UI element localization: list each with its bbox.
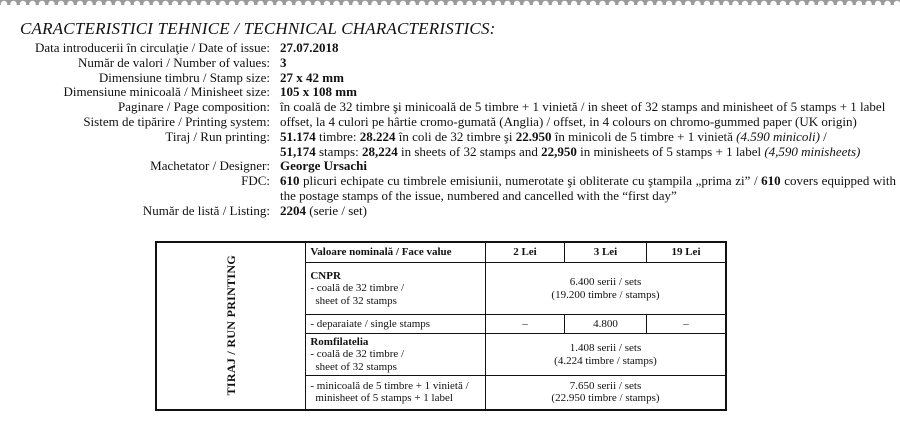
spec-row-minisheet-size [0,85,900,100]
perforation-hole [314,1,320,7]
header-2-lei: 2 Lei [485,242,564,263]
row-desc-line: - minicoală de 5 timbre + 1 vinietă / [310,379,469,392]
perforation-hole [409,1,415,7]
row-description [306,376,486,410]
perforation-hole [599,1,605,7]
perforation-hole [628,1,634,7]
spec-label: Dimensiune minicoală / Minisheet size: [63,84,270,100]
text-fragment: / [819,128,827,144]
perforation-hole [846,1,852,7]
run-printing-line-ro [280,130,896,145]
sets-value: 7.650 serii / sets [569,379,642,392]
perforation-hole [476,1,482,7]
perforation-hole [371,1,377,7]
page-title: CARACTERISTICI TEHNICE / TECHNICAL CHARACTERISTICS: [20,19,496,38]
spec-row-designer [0,159,900,174]
perforation-hole [428,1,434,7]
perforation-hole [10,1,16,7]
perforation-hole [276,1,282,7]
total-stamps-en: 51,174 [280,143,316,159]
text-fragment: in minisheets of 5 stamps + 1 label [576,143,765,159]
perforation-hole [552,1,558,7]
perforation-hole [191,1,197,7]
spec-label: Dimensiune timbru / Stamp size: [98,69,270,85]
row-desc-line: sheet of 32 stamps [315,294,397,307]
row-description [306,334,486,376]
text-fragment: în minicoli de 5 timbre + 1 vinietă [551,128,737,144]
perforation-hole [865,1,871,7]
perforation-hole [561,1,567,7]
perforation-hole [210,1,216,7]
row-description: - deparaiate / single stamps [306,315,486,334]
perforation-hole [742,1,748,7]
total-stamps-ro: 51.174 [280,128,316,144]
spec-label: Tiraj / Run printing: [165,128,270,144]
perforation-hole [751,1,757,7]
perforation-hole [761,1,767,7]
perforation-hole [105,1,111,7]
perforation-hole [124,1,130,7]
sheet-stamps-ro: 28.224 [359,128,396,144]
perforation-hole [352,1,358,7]
perforation-hole [219,1,225,7]
text-fragment: in sheets of 32 stamps and [397,143,542,159]
perforation-hole [694,1,700,7]
row-desc-line: - coală de 32 timbre / [310,348,405,361]
perforation-hole [609,1,615,7]
perforation-hole [723,1,729,7]
spec-value: în coală de 32 timbre şi minicoală de 5 timbre + 1 vinietă / in sheet of 32 stamps and minisheet of 5 stamps + 1 label [280,99,886,115]
text-fragment: timbre: [315,128,360,144]
perforation-hole [542,1,548,7]
spec-label: FDC: [241,173,270,189]
perforation-hole [134,1,140,7]
perforation-hole [1,1,7,7]
value-19-lei: – [646,315,726,334]
perforation-hole [400,1,406,7]
perforation-hole [875,1,881,7]
perforation-hole [637,1,643,7]
perforation-hole [837,1,843,7]
perforation-hole [485,1,491,7]
perforation-hole [732,1,738,7]
spec-value: George Ursachi [280,158,368,174]
perforation-hole [20,1,26,7]
sets-value: 6.400 serii / sets [569,276,642,289]
perforation-hole [704,1,710,7]
spec-label: Sistem de tipărire / Printing system: [83,113,270,129]
table-side-label-cell [156,242,306,410]
listing-number: 2204 [280,202,306,218]
perforation-hole [381,1,387,7]
perforation-hole [894,1,900,7]
perforation-hole [770,1,776,7]
perforation-hole [457,1,463,7]
perforation-hole [580,1,586,7]
minisheet-stamps-en: 22,950 [541,143,577,159]
perforation-hole [67,1,73,7]
row-merged-value [485,334,726,376]
perforation-hole [58,1,64,7]
stamps-value: (22.950 timbre / stamps) [551,392,660,405]
perforation-hole [523,1,529,7]
perforation-hole [419,1,425,7]
perforation-hole [115,1,121,7]
perforation-hole [618,1,624,7]
perforation-hole [39,1,45,7]
row-group-title: Romfilatelia [310,335,369,348]
spec-value [280,174,896,204]
perforation-hole [295,1,301,7]
spec-label: Număr de listă / Listing: [142,202,270,218]
row-merged-value [485,263,726,315]
spec-row-stamp-size [0,71,900,86]
spec-label: Paginare / Page composition: [117,99,270,115]
perforation-hole [514,1,520,7]
perforation-hole [48,1,54,7]
perforation-hole [675,1,681,7]
perforation-hole [495,1,501,7]
perforation-hole [324,1,330,7]
spec-row-fdc [0,174,900,204]
perforation-hole [143,1,149,7]
spec-value [280,204,896,219]
perforation-hole [181,1,187,7]
sheet-stamps-en: 28,224 [361,143,398,159]
minisheet-stamps-ro: 22.950 [515,128,552,144]
text-fragment: (serie / set) [306,202,368,218]
spec-value: 3 [280,54,287,70]
row-description [306,263,486,315]
perforation-hole [571,1,577,7]
table-side-label: TIRAJ / RUN PRINTING [223,255,238,396]
perforation-hole [305,1,311,7]
perforation-hole [666,1,672,7]
text-fragment: în coli de 32 timbre şi [395,128,516,144]
perforation-hole [77,1,83,7]
perforation-hole [390,1,396,7]
perforation-hole [96,1,102,7]
spec-row-listing [0,204,900,219]
perforation-hole [799,1,805,7]
spec-value: 27 x 42 mm [280,69,344,85]
stamps-value: (4.224 timbre / stamps) [554,354,657,367]
header-3-lei: 3 Lei [564,242,646,263]
perforation-hole [789,1,795,7]
perforation-hole [780,1,786,7]
perforation-hole [656,1,662,7]
perforation-hole [884,1,890,7]
text-fragment: stamps: [315,143,362,159]
perforation-hole [267,1,273,7]
fdc-count-en: 610 [761,173,781,189]
run-printing-table [155,241,727,411]
perforation-hole [590,1,596,7]
spec-value [280,130,896,160]
perforation-hole [438,1,444,7]
perforation-hole [343,1,349,7]
header-19-lei: 19 Lei [646,242,726,263]
table-header-row [156,242,726,263]
spec-value: 27.07.2018 [280,40,339,55]
perforation-hole [447,1,453,7]
spec-row-date [0,41,900,56]
perforation-hole [713,1,719,7]
spec-value: offset, la 4 culori pe hârtie cromo-gumată (Anglia) / offset, in 4 colours on chromo-gummed paper (UK origin) [280,113,857,129]
perforation-hole [238,1,244,7]
perforation-hole [200,1,206,7]
perforation-hole [466,1,472,7]
text-fragment: plicuri echipate cu timbrele emisiunii, numerotate şi obliterate cu ştampila „prima zi” / [299,173,762,189]
perforation-hole [286,1,292,7]
value-3-lei: 4.800 [564,315,646,334]
row-group-title: CNPR [310,269,341,282]
row-desc-line: minisheet of 5 stamps + 1 label [315,392,453,405]
perforation-hole [818,1,824,7]
perforation-hole [827,1,833,7]
perforation-hole [808,1,814,7]
sets-value: 1.408 serii / sets [569,342,642,355]
spec-value: 105 x 108 mm [280,84,357,100]
perforation-hole [856,1,862,7]
stamp-perforation-border [0,0,900,14]
text-fragment: covers equipped with the postage stamps of the issue, numbered and cancelled with the “first day” [280,173,896,203]
perforation-hole [86,1,92,7]
perforation-hole [647,1,653,7]
perforation-hole [153,1,159,7]
perforation-hole [248,1,254,7]
spec-row-values [0,56,900,71]
perforation-hole [162,1,168,7]
row-desc-line: sheet of 32 stamps [315,360,397,373]
perforation-hole [29,1,35,7]
row-merged-value [485,376,726,410]
perforation-hole [229,1,235,7]
spec-label: Data introducerii în circulaţie / Date of issue: [35,40,270,55]
run-printing-line-en [280,145,896,160]
perforation-hole [504,1,510,7]
spec-label: Număr de valori / Number of values: [77,54,270,70]
stamps-value: (19.200 timbre / stamps) [551,288,660,301]
perforation-hole [685,1,691,7]
spec-label: Machetator / Designer: [150,158,270,174]
minisheet-count-ro: (4.590 minicoli) [736,128,820,144]
minisheet-count-en: (4,590 minisheets) [764,143,861,159]
perforation-hole [172,1,178,7]
spec-row-printing-system [0,115,900,130]
spec-row-run-printing [0,130,900,160]
specs-list [0,41,900,219]
perforation-hole [257,1,263,7]
perforation-hole [533,1,539,7]
perforation-hole [362,1,368,7]
perforation-hole [333,1,339,7]
row-desc-line: - coală de 32 timbre / [310,282,405,295]
value-2-lei: – [485,315,564,334]
header-face-value: Valoare nominală / Face value [306,242,486,263]
fdc-count-ro: 610 [280,173,300,189]
spec-row-page-composition [0,100,900,115]
